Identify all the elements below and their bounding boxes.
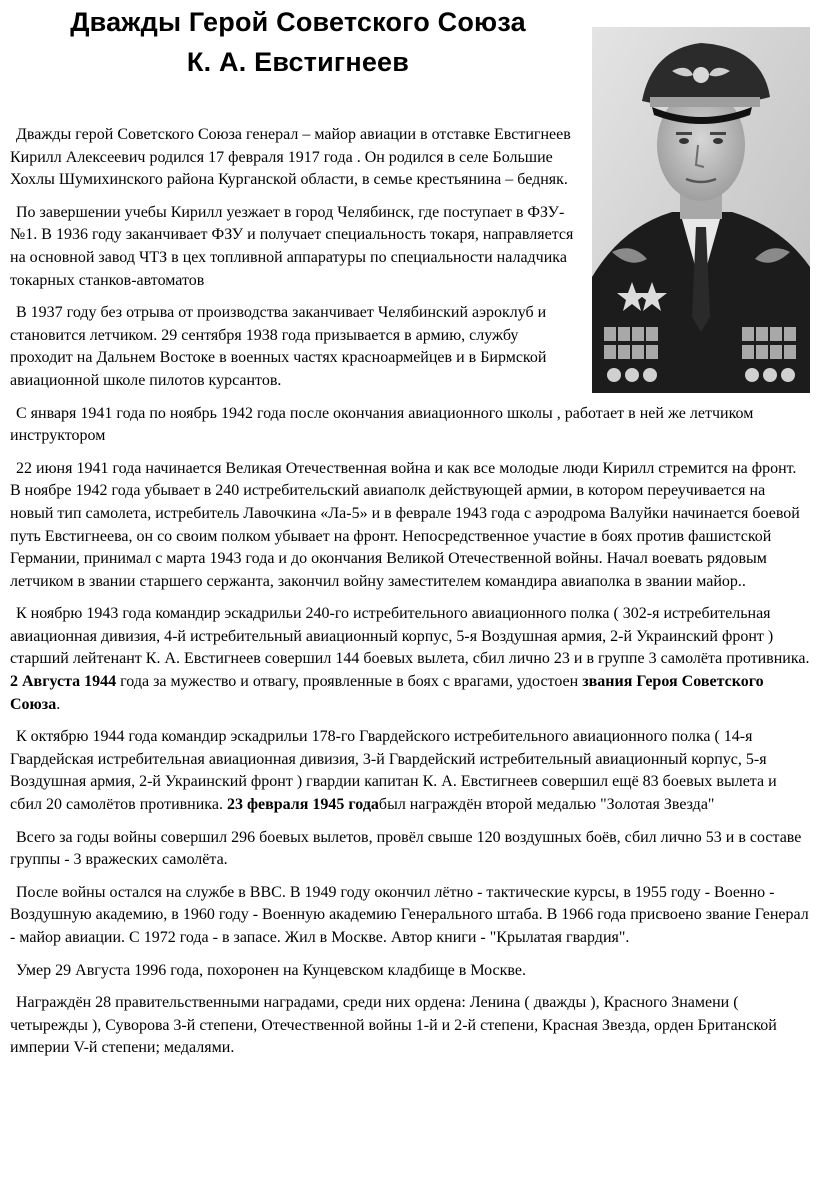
p7-text-2: был награждён второй медалью "Золотая Звезда" (378, 796, 715, 814)
title-line-1: Дважды Герой Советского Союза (70, 7, 526, 37)
title-line-2: К. А. Евстигнеев (186, 47, 410, 77)
paragraph-awards: Награждён 28 правительственными наградами, среди них ордена: Ленина ( дважды ), Красного Знамени ( четырежды ), Суворова 3-й степени, Отечественной войны 1-й и 2-й степени, Красная Звезда, орден Британской империи V-й степени; медалями. (10, 994, 777, 1057)
paragraph-instructor: С января 1941 года по ноябрь 1942 года после окончания авиационного школы , работает в ней же летчиком инструктором (10, 404, 754, 445)
paragraph-death: Умер 29 Августа 1996 года, похоронен на Кунцевском кладбище в Москве. (16, 961, 526, 979)
p6-text-3: . (56, 695, 61, 713)
p7-date-bold: 23 февраля 1945 года (226, 796, 379, 814)
paragraph-first-hero (10, 603, 810, 716)
paragraph-post-war: После войны остался на службе в ВВС. В 1949 году окончил лётно - тактические курсы, в 1955 году - Военно - Воздушную академию, в 1960 году - Военную академию Генерального штаба. В 1966 года присвоено звание Генерал - майор авиации. С 1972 года - в запасе. Жил в Москве. Автор книги - "Крылатая гвардия". (10, 883, 809, 946)
paragraph-war-totals: Всего за годы войны совершил 296 боевых вылетов, провёл свыше 120 воздушных боёв, сбил лично 53 и в составе группы - 3 вражеских самолёта. (10, 828, 802, 869)
paragraph-education: По завершении учебы Кирилл уезжает в город Челябинск, где поступает в ФЗУ-№1. В 1936 году заканчивает ФЗУ и получает специальность токаря, направляется на основной завод ЧТЗ в цех топливной аппаратуры по специальности наладчика токарных станков-автоматов (10, 203, 574, 289)
article-body (10, 124, 810, 1070)
p6-text-1: К ноябрю 1943 года командир эскадрильи 240-го истребительного авиационного полка ( 302-я истребительная авиационная дивизия, 4-й истребительный авиационный корпус, 5-я Воздушная армия, 2-й Украинский фронт ) старший лейтенант К. А. Евстигнеев совершил 144 боевых вылета, сбил лично 23 и в группе 3 самолёта противника. (10, 605, 810, 668)
p6-hero-title-bold: звания Героя Советского Союза (10, 673, 764, 713)
page-title (0, 2, 596, 82)
p7-text-1: К октябрю 1944 года командир эскадрильи 178-го Гвардейского истребительного авиационного полка ( 14-я Гвардейская истребительная авиационная дивизия, 3-й Гвардейский истребительный авиационный корпус, 5-я Воздушная армия, 2-й Украинский фронт ) гвардии капитан К. А. Евстигнеев совершил ещё 83 боевых вылета и сбил 20 самолётов противника. (10, 728, 777, 814)
p6-date-bold: 2 Августа 1944 (10, 673, 117, 691)
paragraph-birth: Дважды герой Советского Союза генерал – майор авиации в отставке Евстигнеев Кирилл Алексеевич родился 17 февраля 1917 года . Он родился в селе Большие Хохлы Шумихинского района Курганской области, в семье крестьянина – бедняк. (10, 126, 571, 189)
paragraph-second-hero (10, 726, 810, 816)
p6-text-2: года за мужество и отвагу, проявленные в боях с врагами, удостоен (116, 673, 583, 691)
paragraph-war-start: 22 июня 1941 года начинается Великая Отечественная война и как все молодые люди Кирилл стремится на фронт. В ноябре 1942 года убывает в 240 истребительский авиаполк действующей армии, в котором переучивается на новый тип самолета, истребитель Лавочкина «Ла-5» и в феврале 1943 года с аэродрома Валуйки начинается боевой путь Евстигнеева, он со своим полком убывает на фронт. Непосредственное участие в боях против фашистской Германии, принимал с марта 1943 года и до окончания Великой Отечественной войны. Начал воевать рядовым летчиком в звании старшего сержанта, закончил войну заместителем командира авиаполка в звании майор.. (10, 459, 800, 590)
paragraph-aeroclub: В 1937 году без отрыва от производства заканчивает Челябинский аэроклуб и становится летчиком. 29 сентября 1938 года призывается в армию, службу проходит на Дальнем Востоке в военных частях красноармейцев и в Бирмской авиационной школе пилотов курсантов. (10, 304, 547, 389)
